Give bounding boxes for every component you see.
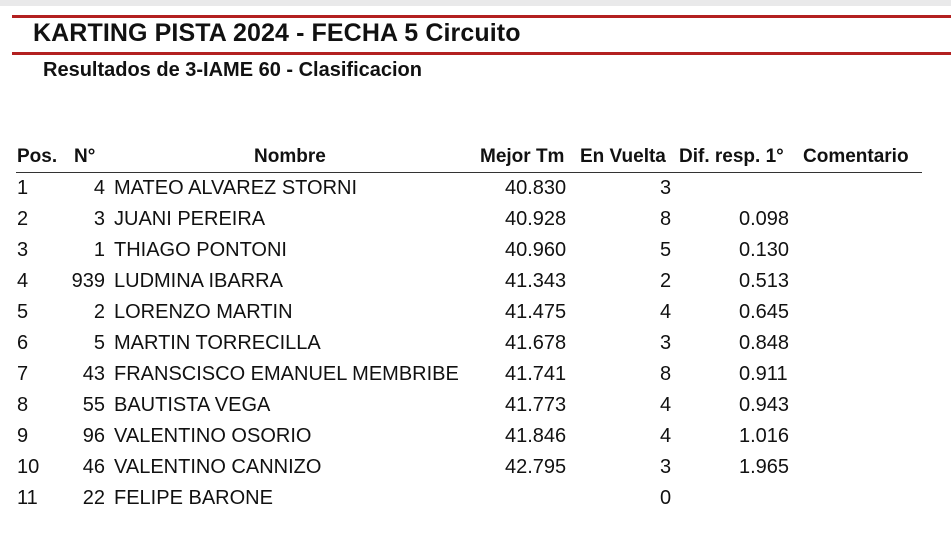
column-header-gap: Dif. resp. 1° bbox=[679, 146, 784, 167]
cell-name: FELIPE BARONE bbox=[114, 487, 273, 509]
cell-pos: 7 bbox=[17, 363, 29, 385]
cell-best-time: 41.475 bbox=[505, 301, 567, 323]
cell-number: 46 bbox=[82, 456, 105, 478]
cell-name: FRANSCISCO EMANUEL MEMBRIBE bbox=[114, 363, 459, 385]
cell-gap: 0.848 bbox=[739, 332, 790, 354]
table-row bbox=[0, 298, 951, 329]
table-row bbox=[0, 391, 951, 422]
header-rule-bottom bbox=[12, 52, 951, 55]
cell-pos: 2 bbox=[17, 208, 29, 230]
table-row bbox=[0, 236, 951, 267]
page-title: KARTING PISTA 2024 - FECHA 5 Circuito bbox=[33, 19, 521, 47]
cell-pos: 10 bbox=[17, 456, 40, 478]
cell-number: 96 bbox=[82, 425, 105, 447]
cell-gap: 0.130 bbox=[739, 239, 790, 261]
column-header-name: Nombre bbox=[254, 146, 326, 167]
cell-number: 2 bbox=[93, 301, 105, 323]
cell-number: 5 bbox=[93, 332, 105, 354]
cell-pos: 8 bbox=[17, 394, 29, 416]
cell-lap: 4 bbox=[660, 394, 672, 416]
cell-name: MARTIN TORRECILLA bbox=[114, 332, 321, 354]
top-bar bbox=[0, 0, 951, 6]
cell-pos: 1 bbox=[17, 177, 29, 199]
cell-lap: 0 bbox=[660, 487, 672, 509]
column-header-pos: Pos. bbox=[17, 146, 58, 167]
cell-best-time: 41.741 bbox=[505, 363, 567, 385]
cell-number: 4 bbox=[93, 177, 105, 199]
cell-lap: 3 bbox=[660, 177, 672, 199]
table-row bbox=[0, 360, 951, 391]
cell-pos: 9 bbox=[17, 425, 29, 447]
table-row bbox=[0, 422, 951, 453]
cell-gap: 1.965 bbox=[739, 456, 790, 478]
column-header-comment: Comentario bbox=[803, 146, 909, 167]
column-header-lap: En Vuelta bbox=[580, 146, 666, 167]
cell-name: VALENTINO OSORIO bbox=[114, 425, 312, 447]
cell-name: MATEO ALVAREZ STORNI bbox=[114, 177, 358, 199]
table-row bbox=[0, 453, 951, 484]
cell-best-time: 41.846 bbox=[505, 425, 567, 447]
cell-best-time: 41.678 bbox=[505, 332, 567, 354]
cell-pos: 11 bbox=[17, 487, 38, 509]
table-row bbox=[0, 174, 951, 205]
cell-pos: 5 bbox=[17, 301, 29, 323]
cell-name: BAUTISTA VEGA bbox=[114, 394, 271, 416]
header-divider bbox=[16, 172, 922, 173]
cell-number: 939 bbox=[71, 270, 105, 292]
cell-name: THIAGO PONTONI bbox=[114, 239, 287, 261]
cell-lap: 3 bbox=[660, 332, 672, 354]
cell-best-time: 41.343 bbox=[505, 270, 567, 292]
cell-best-time: 41.773 bbox=[505, 394, 567, 416]
table-row bbox=[0, 329, 951, 360]
cell-number: 3 bbox=[93, 208, 105, 230]
cell-pos: 3 bbox=[17, 239, 29, 261]
cell-gap: 0.943 bbox=[739, 394, 790, 416]
cell-number: 55 bbox=[82, 394, 105, 416]
cell-lap: 8 bbox=[660, 208, 672, 230]
cell-number: 22 bbox=[82, 487, 105, 509]
column-header-best-time: Mejor Tm bbox=[480, 146, 565, 167]
cell-best-time: 40.960 bbox=[505, 239, 567, 261]
cell-pos: 6 bbox=[17, 332, 29, 354]
cell-lap: 8 bbox=[660, 363, 672, 385]
cell-best-time: 40.830 bbox=[505, 177, 567, 199]
cell-pos: 4 bbox=[17, 270, 29, 292]
table-body bbox=[0, 174, 951, 515]
cell-name: JUANI PEREIRA bbox=[114, 208, 266, 230]
column-header-number: N° bbox=[74, 146, 96, 167]
cell-gap: 0.513 bbox=[739, 270, 790, 292]
cell-gap: 1.016 bbox=[739, 425, 790, 447]
header-rule-top bbox=[12, 15, 951, 18]
cell-lap: 4 bbox=[660, 425, 672, 447]
cell-name: LUDMINA IBARRA bbox=[114, 270, 283, 292]
cell-lap: 3 bbox=[660, 456, 672, 478]
cell-gap: 0.911 bbox=[739, 363, 788, 385]
page-subtitle: Resultados de 3-IAME 60 - Clasificacion bbox=[43, 59, 422, 81]
table-row bbox=[0, 484, 951, 515]
cell-lap: 5 bbox=[660, 239, 672, 261]
cell-lap: 2 bbox=[660, 270, 672, 292]
cell-number: 1 bbox=[93, 239, 105, 261]
cell-best-time: 42.795 bbox=[505, 456, 567, 478]
cell-lap: 4 bbox=[660, 301, 672, 323]
cell-name: LORENZO MARTIN bbox=[114, 301, 293, 323]
table-row bbox=[0, 267, 951, 298]
table-row bbox=[0, 205, 951, 236]
cell-number: 43 bbox=[82, 363, 105, 385]
cell-name: VALENTINO CANNIZO bbox=[114, 456, 322, 478]
cell-best-time: 40.928 bbox=[505, 208, 567, 230]
cell-gap: 0.645 bbox=[739, 301, 790, 323]
cell-gap: 0.098 bbox=[739, 208, 790, 230]
